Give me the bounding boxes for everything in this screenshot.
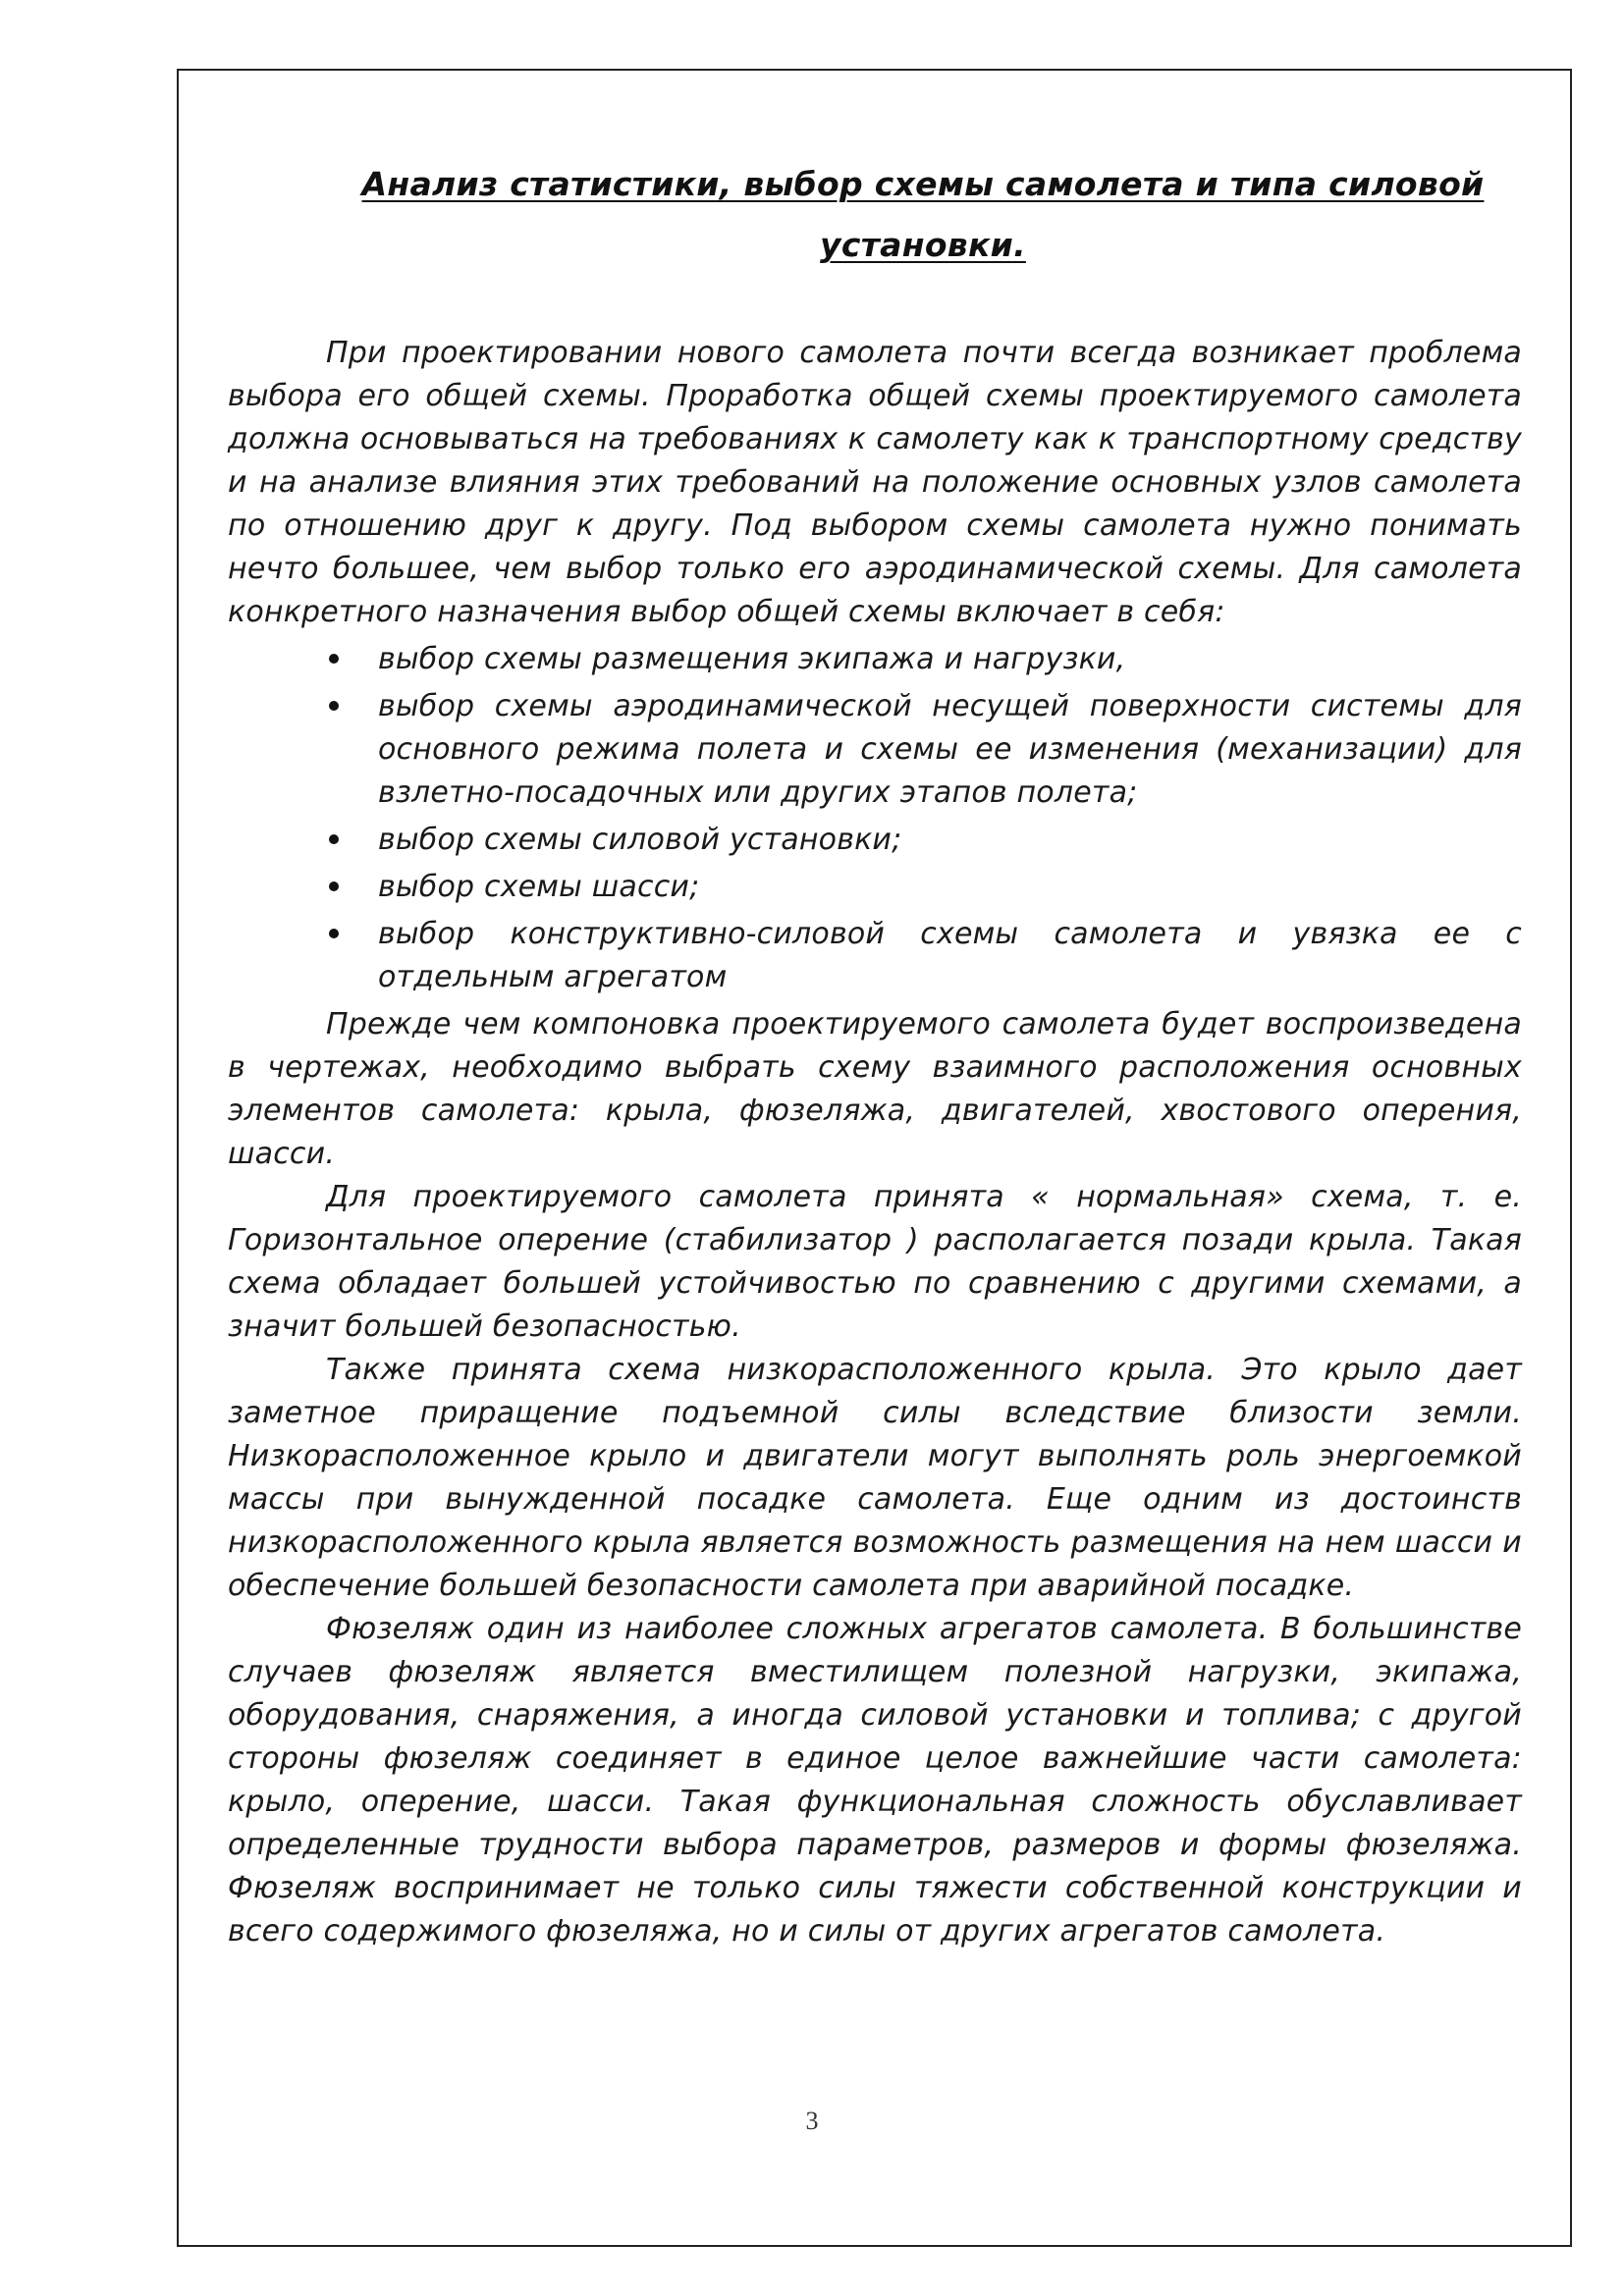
document-body bbox=[228, 332, 1522, 1953]
bullet-text: выбор конструктивно-силовой схемы самолета и увязка ее с отдельным агрегатом bbox=[378, 917, 1522, 994]
bullet-text: выбор схемы шасси; bbox=[378, 870, 700, 904]
paragraph-layout: Прежде чем компоновка проектируемого самолета будет воспроизведена в чертежах, необходимо выбрать схему взаимного расположения основных элементов самолета: крыла, фюзеляжа, двигателей, хвостового оперения, шасси. bbox=[228, 1007, 1522, 1171]
bullet-item bbox=[378, 819, 1522, 862]
bullet-dot-icon bbox=[329, 929, 339, 938]
paragraph-low-wing: Также принята схема низкорасположенного крыла. Это крыло дает заметное приращение подъемной силы вследствие близости земли. Низкорасположенное крыло и двигатели могут выполнять роль энергоемкой массы при вынужденной посадке самолета. Еще одним из достоинств низкорасположенного крыла является возможность размещения на нем шасси и обеспечение большей безопасности самолета при аварийной посадке. bbox=[228, 1353, 1522, 1603]
bullet-item bbox=[378, 913, 1522, 999]
bullet-item bbox=[378, 638, 1522, 681]
bullet-dot-icon bbox=[329, 881, 339, 891]
bullet-text: выбор схемы размещения экипажа и нагрузки, bbox=[378, 642, 1126, 676]
bullet-list bbox=[228, 638, 1522, 999]
paragraph-normal-scheme: Для проектируемого самолета принята « нормальная» схема, т. е. Горизонтальное оперение (стабилизатор ) располагается позади крыла. Такая схема обладает большей устойчивостью по сравнению с другими схемами, а значит большей безопасностью. bbox=[228, 1180, 1522, 1344]
page-number: 3 bbox=[805, 2107, 819, 2135]
bullet-dot-icon bbox=[329, 701, 339, 711]
bullet-dot-icon bbox=[329, 654, 339, 664]
bullet-text: выбор схемы силовой установки; bbox=[378, 823, 902, 857]
intro-paragraph: При проектировании нового самолета почти всегда возникает проблема выбора его общей схемы. Проработка общей схемы проектируемого самолета должна основываться на требованиях к самолету как к транспортному средству и на анализе влияния этих требований на положение основных узлов самолета по отношению друг к другу. Под выбором схемы самолета нужно понимать нечто большее, чем выбор только его аэродинамической схемы. Для самолета конкретного назначения выбор общей схемы включает в себя: bbox=[228, 336, 1522, 629]
paragraph-fuselage: Фюзеляж один из наиболее сложных агрегатов самолета. В большинстве случаев фюзеляж является вместилищем полезной нагрузки, экипажа, оборудования, снаряжения, а иногда силовой установки и топлива; с другой стороны фюзеляж соединяет в единое целое важнейшие части самолета: крыло, оперение, шасси. Такая функциональная сложность обуславливает определенные трудности выбора параметров, размеров и формы фюзеляжа. Фюзеляж воспринимает не только силы тяжести собственной конструкции и всего содержимого фюзеляжа, но и силы от других агрегатов самолета. bbox=[228, 1612, 1522, 1949]
document-title: Анализ статистики, выбор схемы самолета и типа силовой установки. bbox=[361, 165, 1485, 264]
bullet-item bbox=[378, 866, 1522, 909]
bullet-text: выбор схемы аэродинамической несущей поверхности системы для основного режима полета и схемы ее изменения (механизации) для взлетно-посадочных или других этапов полета; bbox=[378, 689, 1522, 810]
bullet-dot-icon bbox=[329, 834, 339, 844]
bullet-item bbox=[378, 685, 1522, 815]
